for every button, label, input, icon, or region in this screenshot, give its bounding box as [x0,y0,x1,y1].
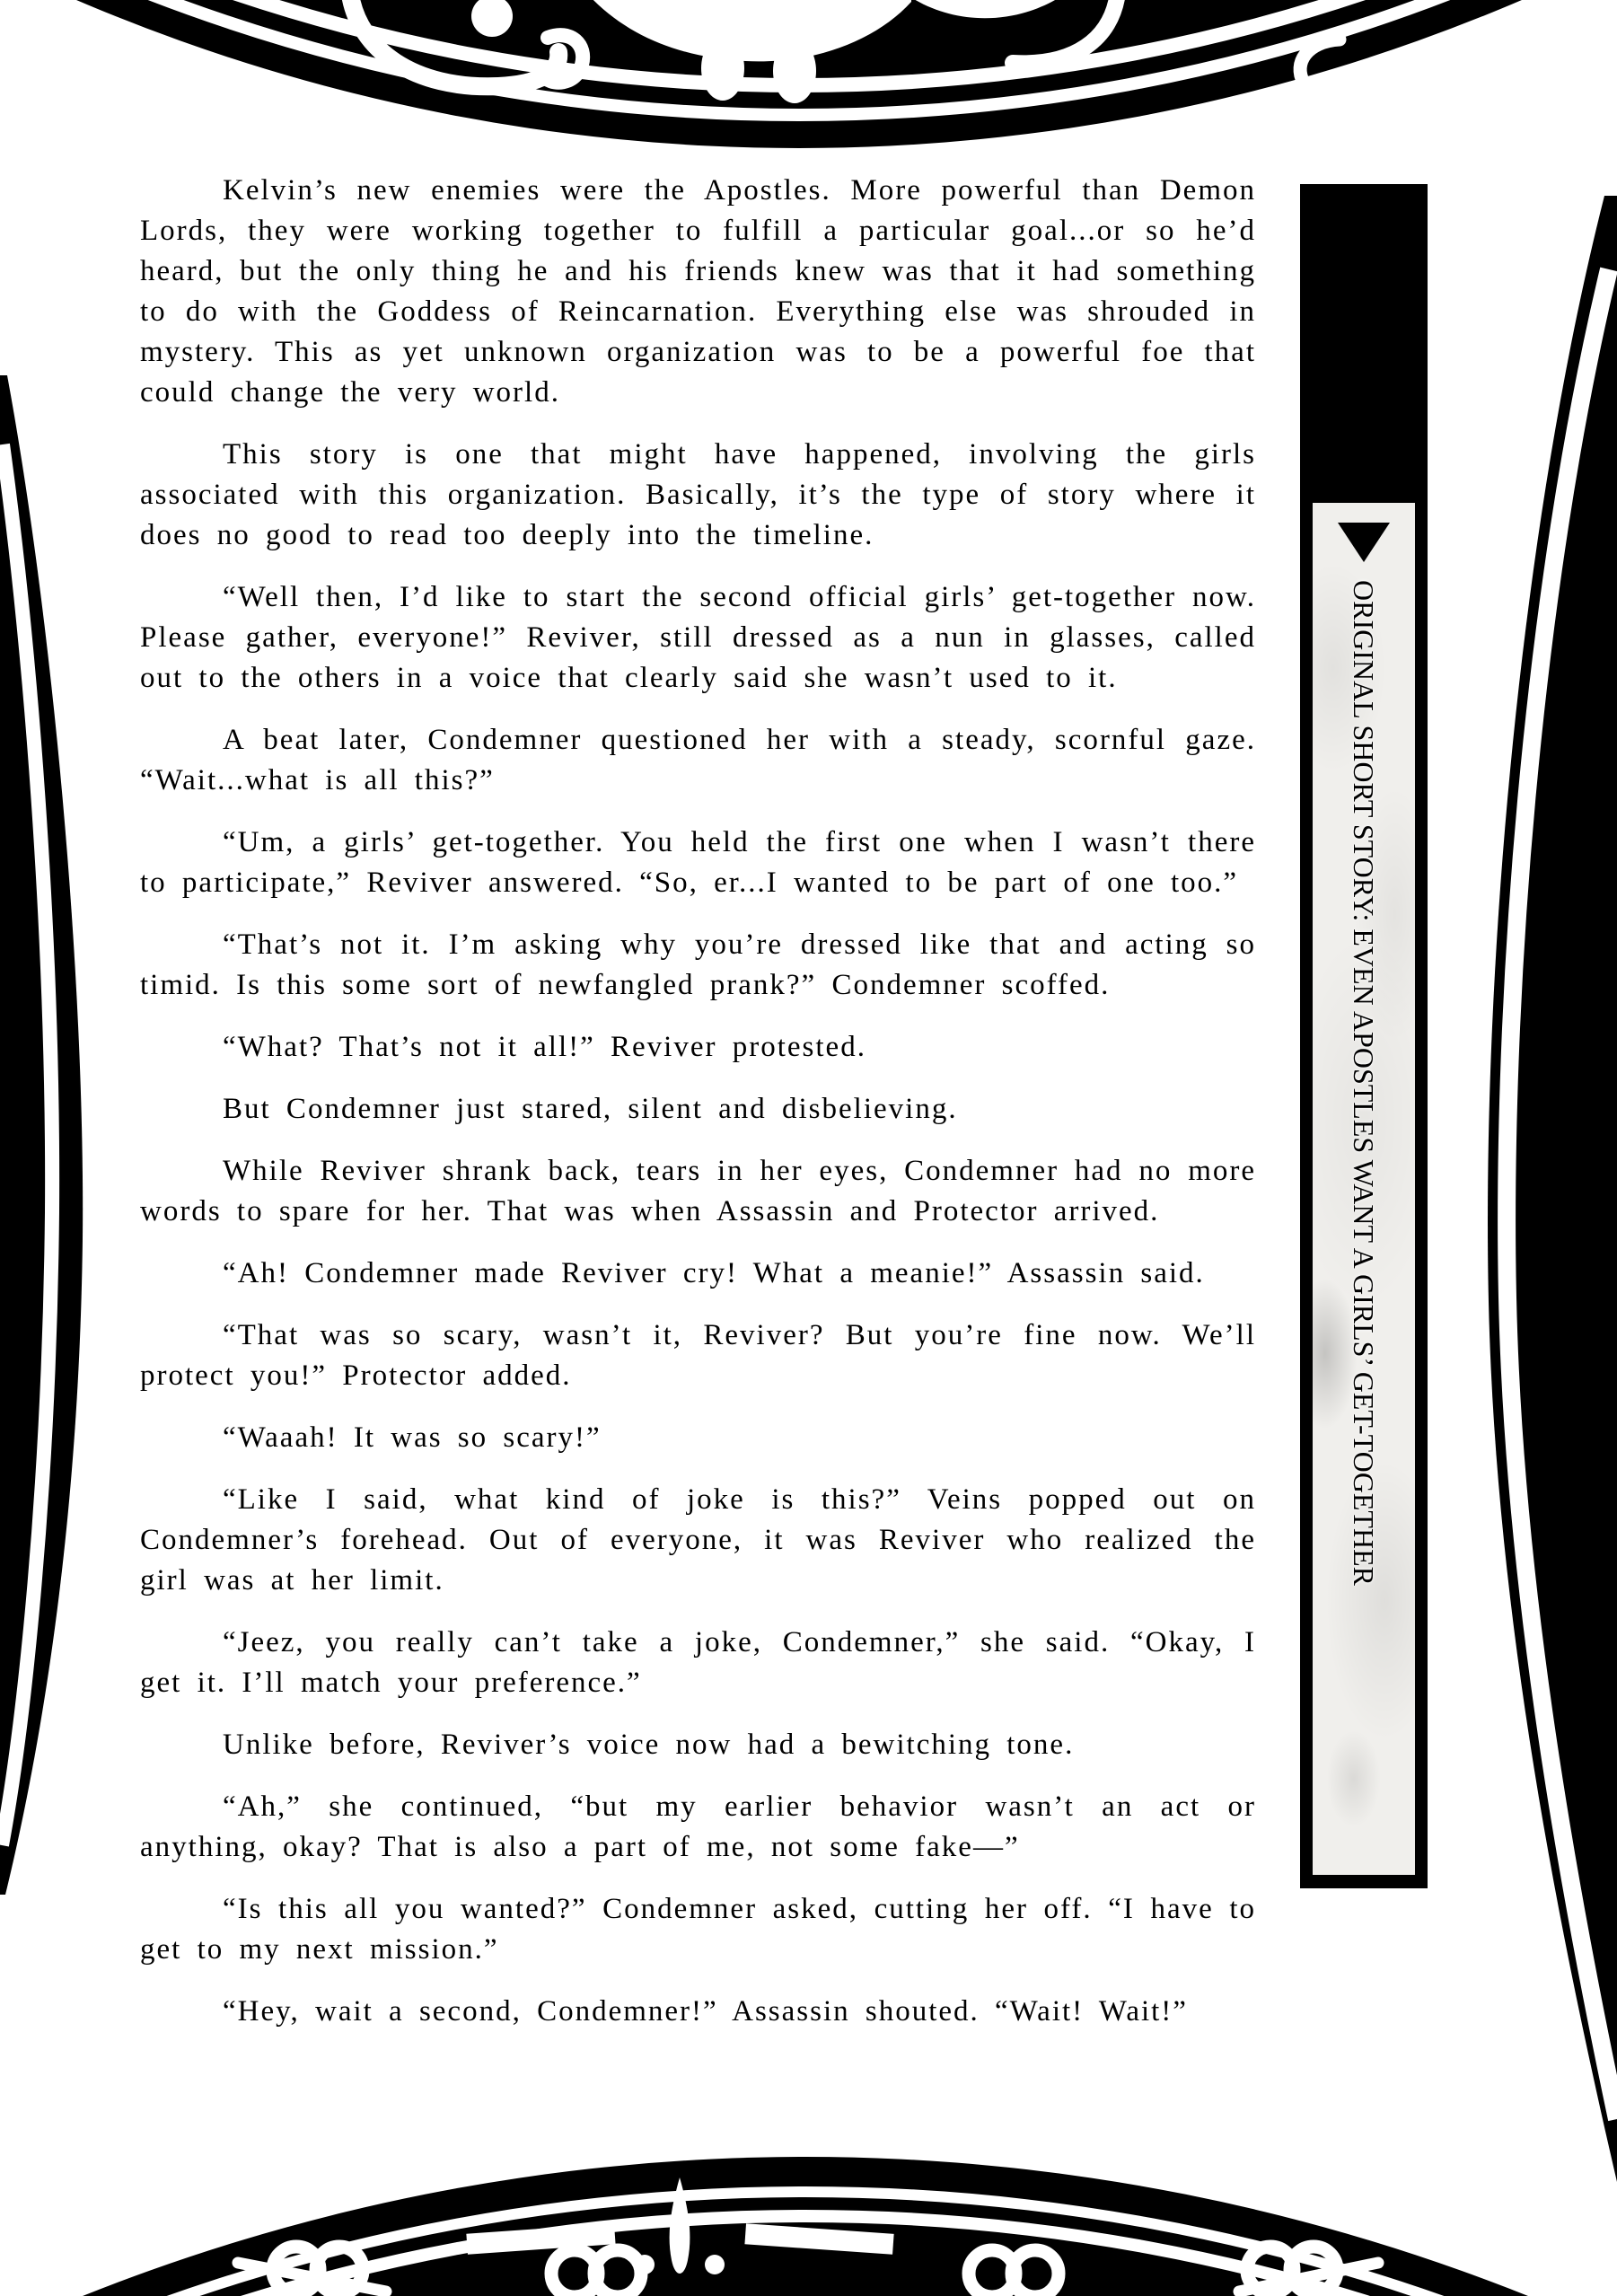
story-paragraph: “Ah,” she continued, “but my earlier behavior wasn’t an act or anything, okay? That is also a part of me, not some fake—” [140,1790,1256,1863]
story-paragraph: “Like I said, what kind of joke is this?” Veins popped out on Condemner’s forehead. Out of everyone, it was Reviver who realized the girl was at her limit. [140,1483,1256,1597]
top-ornament [0,0,1617,148]
story-paragraph: “Um, a girls’ get-together. You held the first one when I wasn’t there to participate,” Reviver answered. “So, er...I wanted to be part of one too.” [140,826,1256,899]
right-border-ornament [1488,196,1617,2182]
story-paragraph: “That was so scary, wasn’t it, Reviver? But you’re fine now. We’ll protect you!” Protector added. [140,1319,1256,1392]
chapter-banner-bar [1300,184,1428,1888]
story-paragraph: “Hey, wait a second, Condemner!” Assassin shouted. “Wait! Wait!” [223,1995,1188,2028]
story-paragraph: While Reviver shrank back, tears in her eyes, Condemner had no more words to spare for her. That was when Assassin and Protector arrived. [140,1155,1256,1227]
story-text-block [140,171,1256,2054]
story-paragraph: Unlike before, Reviver’s voice now had a bewitching tone. [223,1729,1075,1761]
story-paragraph: “Well then, I’d like to start the second official girls’ get-together now. Please gather, everyone!” Reviver, still dressed as a nun in glasses, called out to the others in a voice that clearly said she wasn’t used to it. [140,581,1256,694]
story-paragraph: Kelvin’s new enemies were the Apostles. More powerful than Demon Lords, they were working together to fulfill a particular goal...or so he’d heard, but the only thing he and his friends knew was that it had something to do with the Goddess of Reincarnation. Everything else was shrouded in mystery. This as yet unknown organization was to be a powerful foe that could change the very world. [140,174,1256,409]
story-paragraph: But Condemner just stared, silent and disbelieving. [223,1093,958,1125]
chapter-banner-panel [1313,503,1415,1875]
bottom-ornament [0,2157,1617,2296]
story-paragraph: A beat later, Condemner questioned her with a steady, scornful gaze. “Wait...what is all this?” [140,724,1256,796]
left-border-ornament [0,375,83,1895]
story-paragraph: “Waaah! It was so scary!” [223,1421,602,1454]
story-paragraph: “Ah! Condemner made Reviver cry! What a meanie!” Assassin said. [223,1257,1205,1289]
story-paragraph: “That’s not it. I’m asking why you’re dressed like that and acting so timid. Is this some sort of newfangled prank?” Condemner scoffed. [140,928,1256,1001]
story-paragraph: This story is one that might have happened, involving the girls associated with this organization. Basically, it’s the type of story where it does no good to read too deeply into the timeline. [140,438,1256,551]
down-triangle-icon [1338,523,1390,562]
story-paragraph: “What? That’s not it all!” Reviver protested. [223,1031,866,1063]
story-paragraph: “Jeez, you really can’t take a joke, Condemner,” she said. “Okay, I get it. I’ll match your preference.” [140,1626,1256,1699]
story-paragraph: “Is this all you wanted?” Condemner asked, cutting her off. “I have to get to my next mission.” [140,1893,1256,1966]
chapter-title: ORIGINAL SHORT STORY: EVEN APOSTLES WANT A GIRLS’ GET-TOGETHER [1348,580,1380,1586]
